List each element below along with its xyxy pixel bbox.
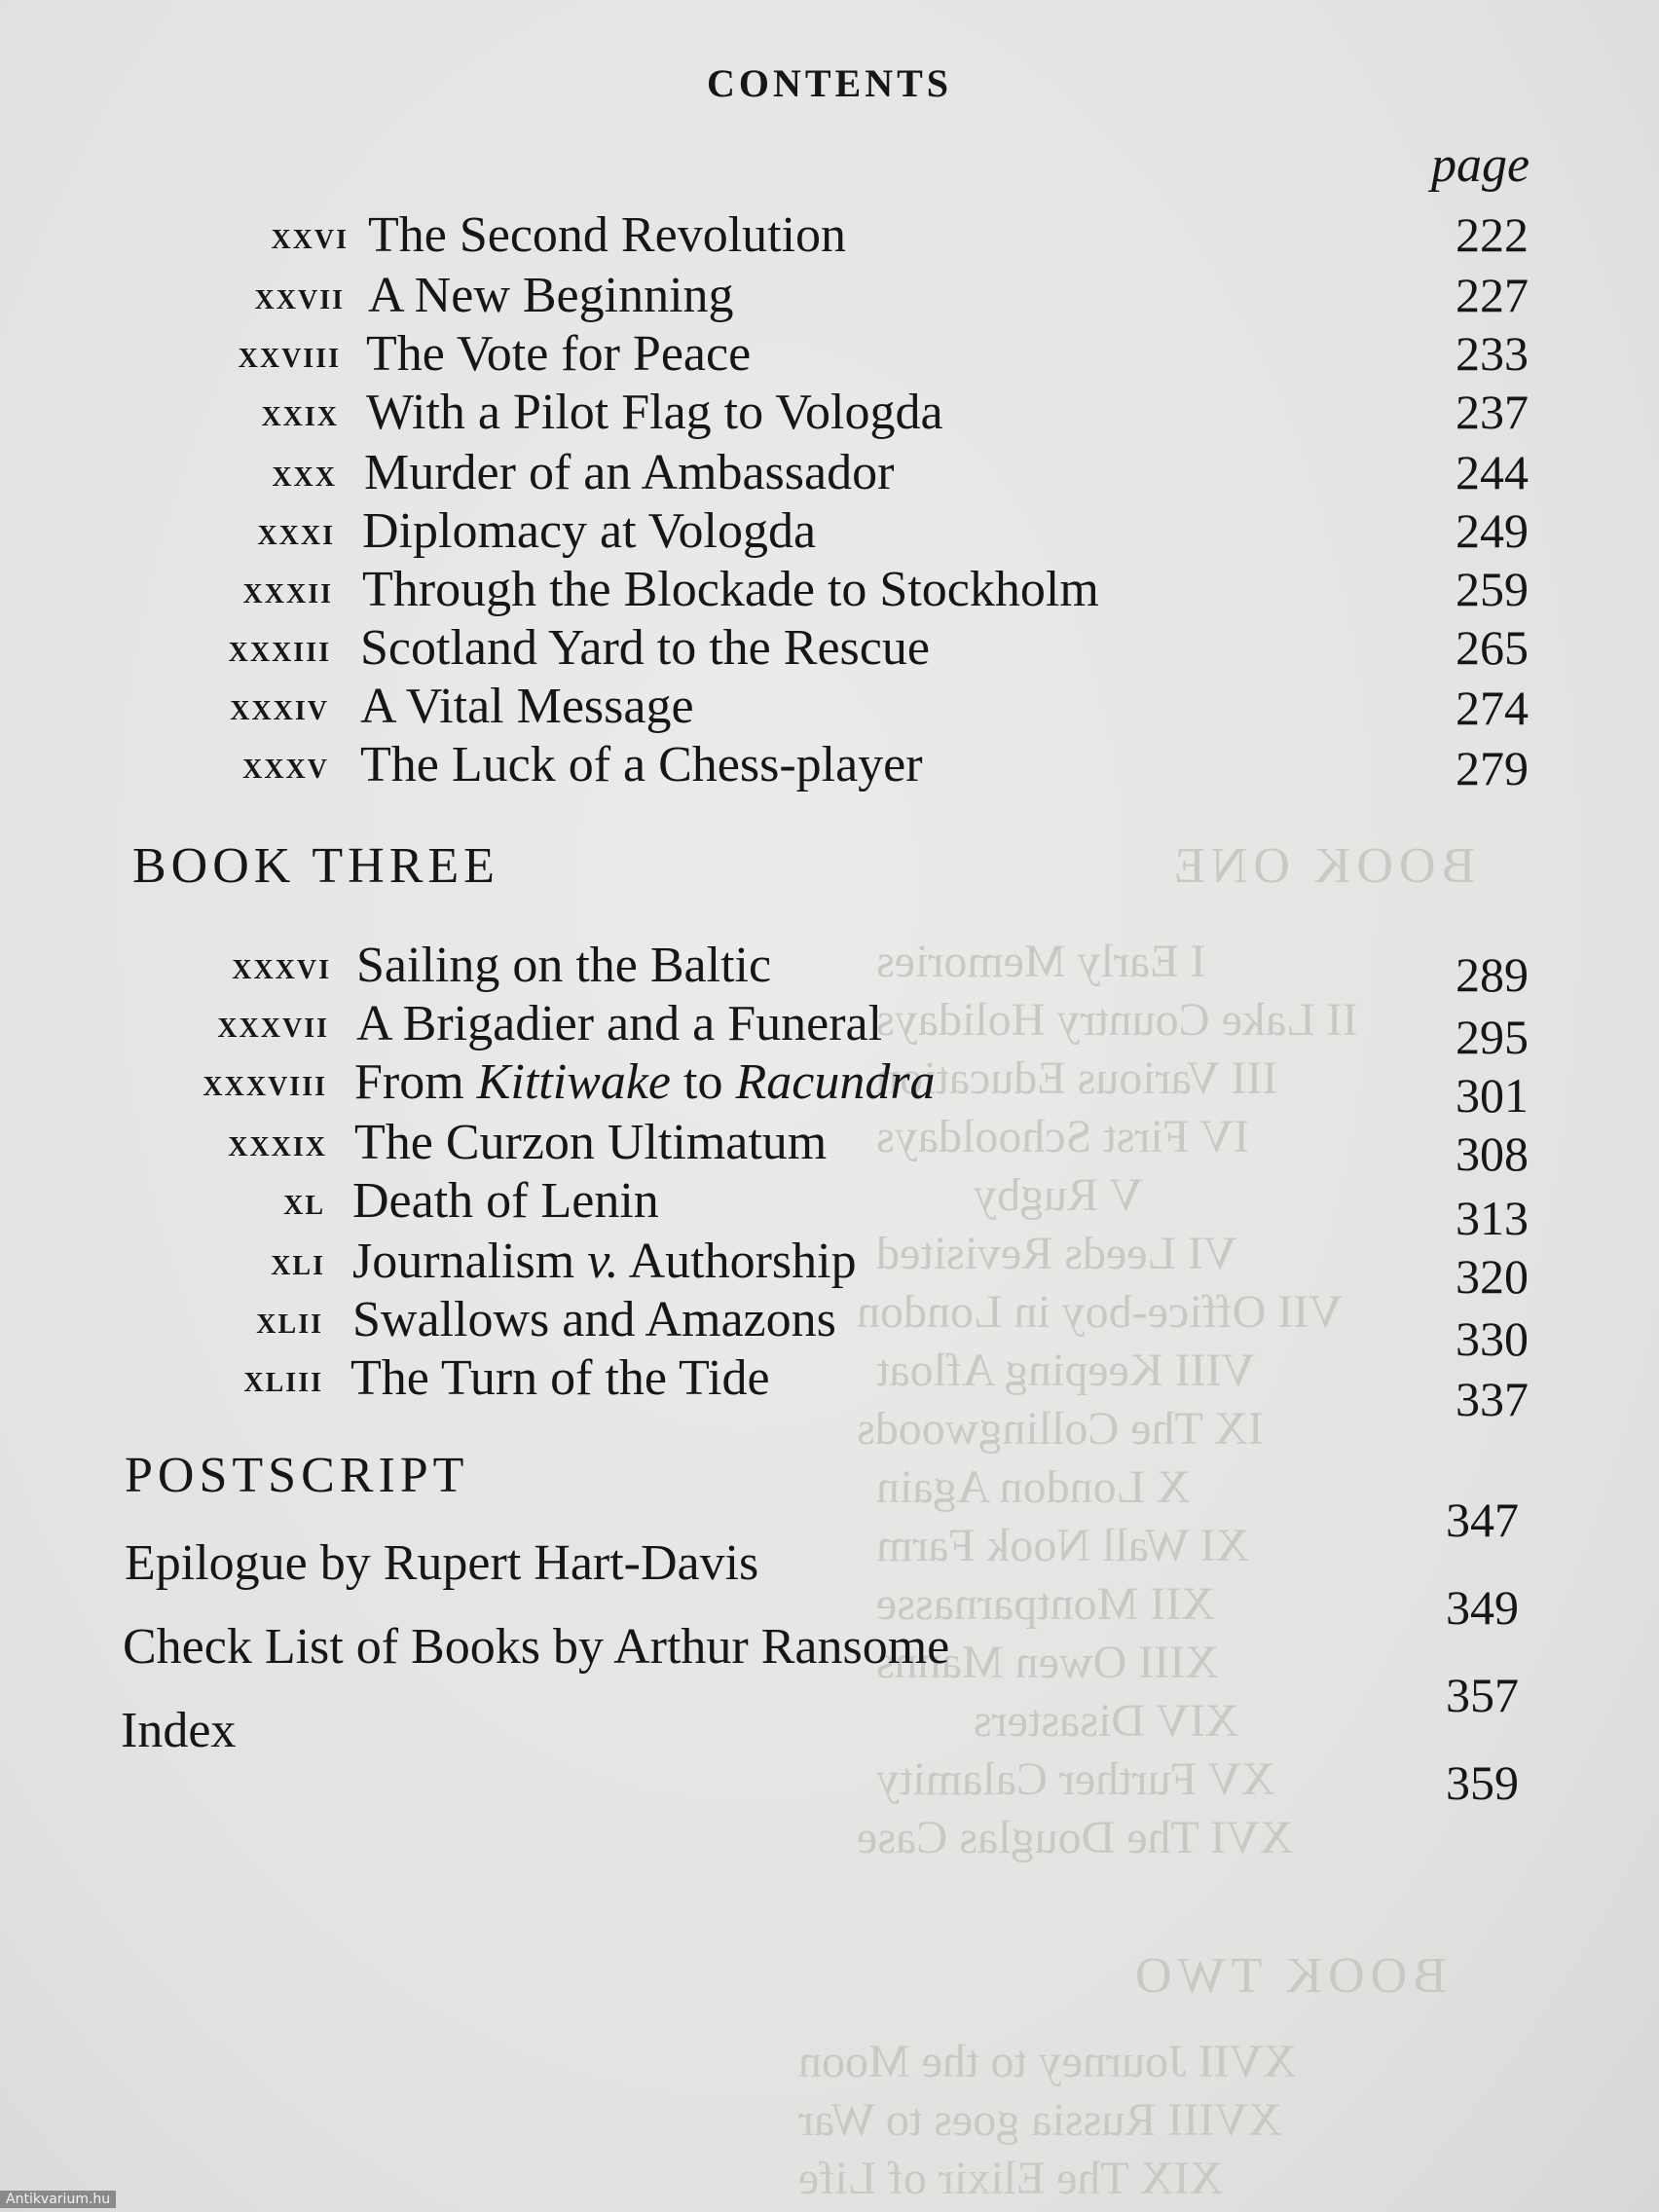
postscript-heading: POSTSCRIPT xyxy=(125,1448,469,1503)
page-number: 347 xyxy=(1446,1493,1519,1547)
book-three-heading: BOOK THREE xyxy=(132,838,499,894)
page-number: 330 xyxy=(1456,1311,1529,1366)
chapter-row[interactable] xyxy=(0,620,1558,683)
chapter-row[interactable] xyxy=(0,1350,1558,1414)
chapter-number: xliii xyxy=(243,1356,323,1400)
page-number: 357 xyxy=(1446,1668,1519,1722)
chapter-row[interactable] xyxy=(0,996,1558,1059)
page-number: 295 xyxy=(1456,1010,1529,1064)
chapter-title: The Curzon Ultimatum xyxy=(354,1115,828,1170)
boat-name-racundra: Racundra xyxy=(735,1054,936,1110)
chapter-title: Through the Blockade to Stockholm xyxy=(362,562,1099,617)
chapter-title xyxy=(352,1233,857,1290)
chapter-title: The Luck of a Chess-player xyxy=(360,737,923,793)
chapter-number: xxxix xyxy=(228,1121,327,1164)
chapter-title: Murder of an Ambassador xyxy=(364,445,895,500)
chapter-title-part: Journalism xyxy=(352,1234,588,1289)
page-number: 359 xyxy=(1446,1755,1519,1810)
chapter-row[interactable] xyxy=(0,385,1558,448)
page-number: 289 xyxy=(1456,947,1529,1002)
page-number: 227 xyxy=(1456,268,1529,322)
chapter-number: xxxiii xyxy=(228,626,331,670)
epilogue-entry[interactable]: Epilogue by Rupert Hart-Davis xyxy=(125,1535,759,1591)
chapter-title: Diplomacy at Vologda xyxy=(362,503,817,559)
chapter-title xyxy=(354,1053,936,1111)
page-number: 265 xyxy=(1456,620,1529,675)
chapter-title: A New Beginning xyxy=(368,268,734,323)
page-number: 244 xyxy=(1456,445,1529,499)
chapter-title: Sailing on the Baltic xyxy=(356,938,772,993)
chapter-row[interactable] xyxy=(0,268,1558,331)
chapter-row[interactable] xyxy=(0,1173,1558,1236)
chapter-number: xlii xyxy=(256,1298,323,1342)
page-number: 301 xyxy=(1456,1068,1529,1123)
page-number: 233 xyxy=(1456,326,1529,381)
chapter-number: xxvi xyxy=(271,213,349,257)
checklist-entry[interactable]: Check List of Books by Arthur Ransome xyxy=(123,1619,950,1675)
boat-name-kittiwake: Kittiwake xyxy=(476,1054,672,1110)
chapter-number: xxxv xyxy=(242,743,329,787)
page-number: 320 xyxy=(1456,1249,1529,1304)
chapter-number: xxxiv xyxy=(230,684,329,728)
chapter-number: xxxviii xyxy=(203,1060,327,1104)
chapter-row[interactable] xyxy=(0,326,1558,389)
chapter-title: A Vital Message xyxy=(360,679,694,734)
page-number: 237 xyxy=(1456,385,1529,439)
chapter-number: xxx xyxy=(272,451,337,495)
chapter-number: xxix xyxy=(261,390,339,434)
page-number: 308 xyxy=(1456,1126,1529,1181)
chapter-row[interactable] xyxy=(0,1115,1558,1178)
chapter-number: xli xyxy=(271,1239,325,1283)
chapter-number: xxxii xyxy=(242,568,333,611)
chapter-row[interactable] xyxy=(0,1292,1558,1355)
chapter-title: The Turn of the Tide xyxy=(350,1350,770,1406)
chapter-title: A Brigadier and a Funeral xyxy=(356,996,883,1051)
page-number: 274 xyxy=(1456,681,1529,735)
chapter-title: The Vote for Peace xyxy=(366,326,752,382)
chapter-number: xl xyxy=(283,1179,325,1223)
chapter-title: Scotland Yard to the Rescue xyxy=(360,620,930,676)
page-number: 349 xyxy=(1446,1580,1519,1635)
contents-title: CONTENTS xyxy=(706,61,953,105)
chapter-number: xxxvi xyxy=(232,943,331,987)
chapter-row[interactable] xyxy=(0,1234,1558,1297)
chapter-row[interactable] xyxy=(0,938,1558,1001)
page-number: 337 xyxy=(1456,1372,1529,1426)
chapter-title: Swallows and Amazons xyxy=(352,1292,836,1347)
chapter-number: xxxvii xyxy=(217,1002,329,1046)
chapter-row[interactable] xyxy=(0,445,1558,508)
index-entry[interactable]: Index xyxy=(121,1703,237,1758)
chapter-row[interactable] xyxy=(0,562,1558,625)
chapter-title: With a Pilot Flag to Vologda xyxy=(366,385,943,440)
page-number: 222 xyxy=(1456,207,1529,262)
page-number: 249 xyxy=(1456,503,1529,558)
chapter-row[interactable] xyxy=(0,207,1558,271)
chapter-row[interactable] xyxy=(0,503,1558,567)
chapter-row[interactable] xyxy=(0,679,1558,742)
page-column-label: page xyxy=(1431,137,1530,193)
chapter-title-part: From xyxy=(354,1054,477,1110)
chapter-row[interactable] xyxy=(0,1054,1558,1118)
show-through-text: BOOK ONE BOOK TWO I Early Memories II Lake Country Holidays III Various Education IV First Schooldays V Rugby VI Leeds Revisited VII Office-boy in London VIII Keeping Afloat IX The Collingwoods X London Again XI Wall Nook Farm XII Montparnasse XIII Owen Manns XIV Disasters XV Further Calamity XVI The Douglas Case XVII Journey to the Moon XVIII Russia goes to War XIX The Elixir of Life xyxy=(798,838,1476,2204)
chapter-title: The Second Revolution xyxy=(368,207,847,263)
versus-abbrev: v. xyxy=(587,1234,619,1289)
chapter-number: xxvii xyxy=(254,274,345,317)
page-number: 279 xyxy=(1456,741,1529,795)
chapter-row[interactable] xyxy=(0,737,1558,800)
page-number: 259 xyxy=(1456,562,1529,616)
chapter-title: Death of Lenin xyxy=(352,1173,659,1229)
page-number: 313 xyxy=(1456,1191,1529,1245)
chapter-number: xxxi xyxy=(257,509,335,553)
chapter-title-part: to xyxy=(671,1054,736,1110)
watermark: Antikvarium.hu xyxy=(0,2191,116,2208)
chapter-number: xxviii xyxy=(238,332,341,376)
chapter-title-part: Authorship xyxy=(618,1234,857,1289)
